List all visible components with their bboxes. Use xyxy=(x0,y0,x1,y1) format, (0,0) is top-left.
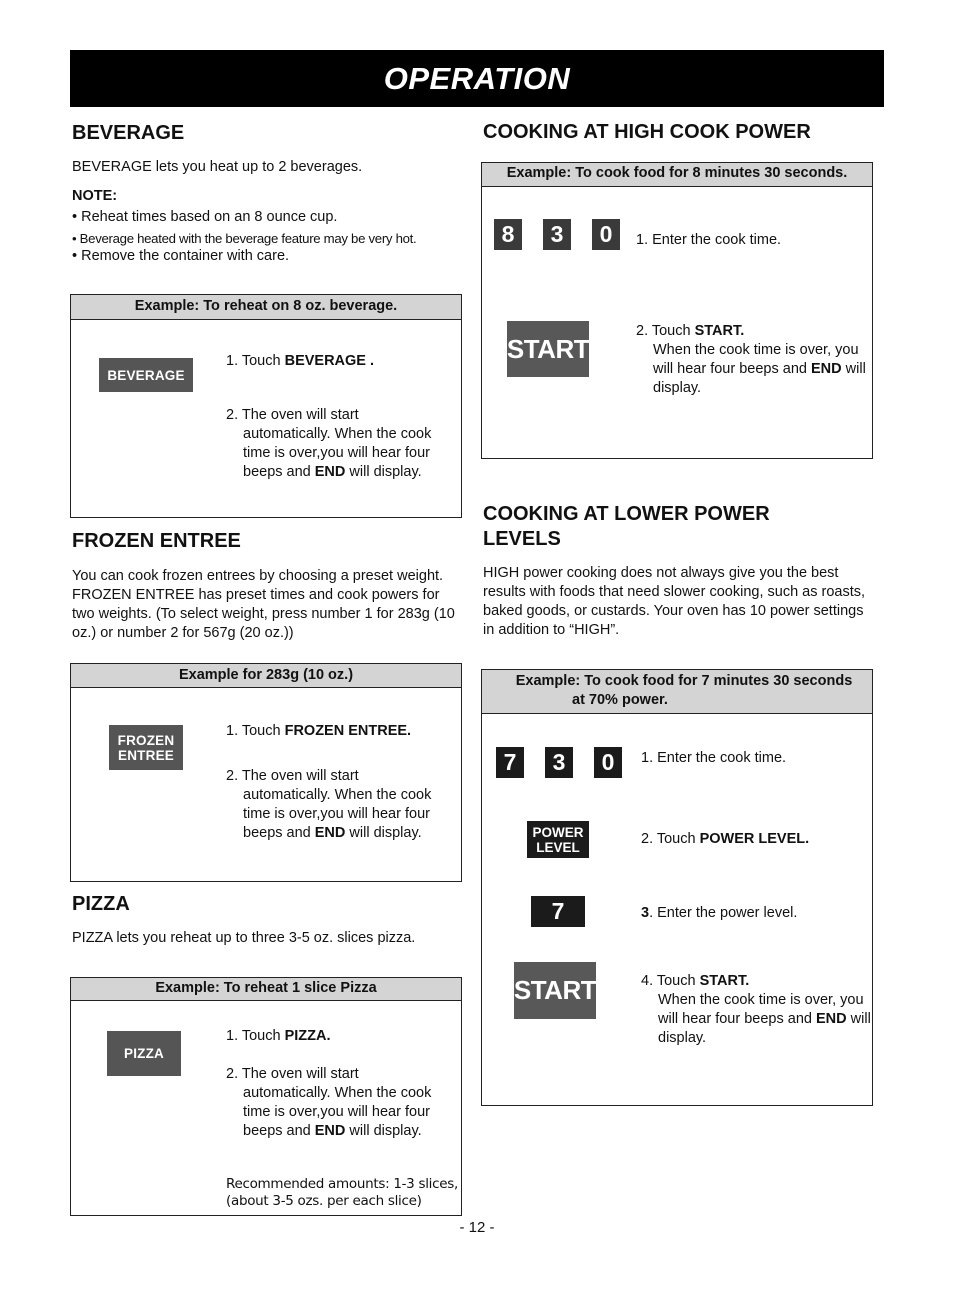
beverage-heading: BEVERAGE xyxy=(72,122,185,144)
example-title: Example: To reheat 1 slice Pizza xyxy=(71,978,461,1001)
button-label: ENTREE xyxy=(118,747,174,763)
example-title: Example: To reheat on 8 oz. beverage. xyxy=(71,295,461,320)
note-line: • Beverage heated with the beverage feature may be very hot. xyxy=(72,231,417,246)
step-1: 1. Touch BEVERAGE . xyxy=(226,353,375,369)
button-label: LEVEL xyxy=(536,839,580,855)
number-3-button[interactable]: 3 xyxy=(543,219,571,250)
start-button[interactable]: START xyxy=(507,321,589,377)
frozen-entree-heading: FROZEN ENTREE xyxy=(72,530,241,552)
lower-power-intro: HIGH power cooking does not always give you the best results with foods that need slower cooking, such as roasts, baked goods, or custards. Your oven has 10 power settings in addition to “HIGH”. xyxy=(483,565,866,638)
recommended-amounts: Recommended amounts: 1-3 slices, (about 3-5 ozs. per each slice) xyxy=(226,1176,458,1209)
high-power-example-box xyxy=(481,162,873,459)
example-title: Example: To cook food for 7 minutes 30 seconds at 70% power. xyxy=(482,670,872,714)
step-1: 1. Touch FROZEN ENTREE. xyxy=(226,723,412,739)
page-number: - 12 - xyxy=(459,1219,495,1236)
number-7-button[interactable]: 7 xyxy=(496,747,524,778)
example-title: Example for 283g (10 oz.) xyxy=(71,664,461,688)
start-button[interactable]: START xyxy=(514,962,596,1019)
page-title: OPERATION xyxy=(383,60,571,96)
number-3-button[interactable]: 3 xyxy=(545,747,573,778)
number-8-button[interactable]: 8 xyxy=(494,219,522,250)
step-1: 1. Enter the cook time. xyxy=(636,232,782,248)
number-0-button[interactable]: 0 xyxy=(592,219,620,250)
step-3: 3. Enter the power level. xyxy=(641,905,798,921)
button-label: FROZEN xyxy=(117,732,175,748)
pizza-example-box xyxy=(70,977,462,1216)
frozen-example-box xyxy=(70,663,462,882)
beverage-intro: BEVERAGE lets you heat up to 2 beverages. xyxy=(72,159,363,175)
step-2: 2. The oven will start automatically. When the cook time is over,you will hear four beeps and END will display. xyxy=(226,407,432,480)
frozen-entree-button[interactable] xyxy=(109,725,183,770)
operation-banner xyxy=(70,50,884,107)
beverage-example-box xyxy=(70,294,462,518)
high-power-heading: COOKING AT HIGH COOK POWER xyxy=(483,121,811,143)
note-line: • Remove the container with care. xyxy=(72,248,290,264)
step-2: 2. Touch START. When the cook time is over, you will hear four beeps and END will display. xyxy=(636,323,866,396)
button-label: POWER xyxy=(532,824,584,840)
note-title: NOTE: xyxy=(72,188,118,204)
frozen-entree-intro: You can cook frozen entrees by choosing a preset weight. FROZEN ENTREE has preset times and cook powers for two weights. (To select weight, press number 1 for 283g (10 oz.) or number 2 for 567g (20 oz.)) xyxy=(72,568,455,641)
pizza-intro: PIZZA lets you reheat up to three 3-5 oz. slices pizza. xyxy=(72,930,416,946)
note-line: • Reheat times based on an 8 ounce cup. xyxy=(72,209,338,225)
number-7-button[interactable]: 7 xyxy=(531,896,585,927)
power-level-button[interactable] xyxy=(527,821,589,858)
step-2: 2. The oven will start automatically. When the cook time is over,you will hear four beeps and END will display. xyxy=(226,1066,432,1139)
step-2: 2. Touch POWER LEVEL. xyxy=(641,831,810,847)
number-0-button[interactable]: 0 xyxy=(594,747,622,778)
example-title: Example: To cook food for 8 minutes 30 seconds. xyxy=(482,163,872,187)
lower-power-example-box xyxy=(481,669,873,1106)
pizza-button[interactable]: PIZZA xyxy=(107,1031,181,1076)
step-1: 1. Enter the cook time. xyxy=(641,750,787,766)
lower-power-heading: COOKING AT LOWER POWER LEVELS xyxy=(483,503,770,550)
step-2: 2. The oven will start automatically. When the cook time is over,you will hear four beeps and END will display. xyxy=(226,768,432,841)
step-1: 1. Touch PIZZA. xyxy=(226,1028,331,1044)
beverage-button[interactable]: BEVERAGE xyxy=(99,358,193,392)
step-4: 4. Touch START. When the cook time is over, you will hear four beeps and END will display. xyxy=(641,973,871,1046)
pizza-heading: PIZZA xyxy=(72,893,130,915)
